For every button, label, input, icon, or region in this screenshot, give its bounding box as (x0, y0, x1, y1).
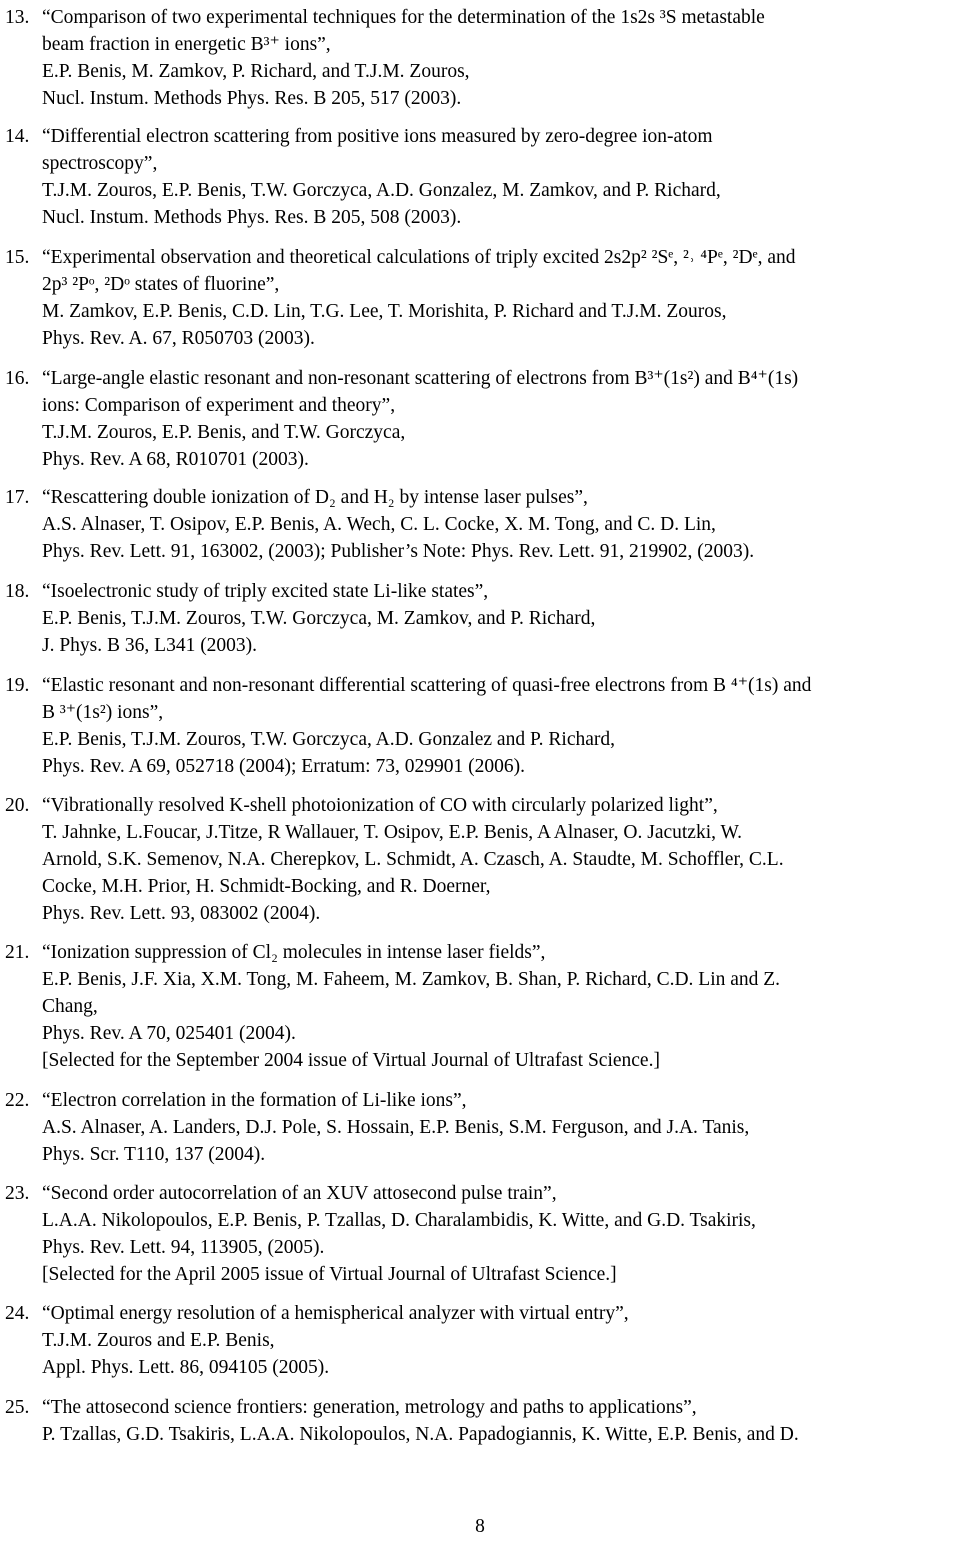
reference-title: “Isoelectronic study of triply excited state Li-like states”, (42, 581, 489, 602)
reference-number: 23. (5, 1183, 30, 1204)
reference-title: “Experimental observation and theoretical calculations of triply excited 2s2p² ²Sᵉ, ²˒ ⁴Pᵉ, ²Dᵉ, and (42, 247, 796, 268)
reference-13 (5, 4, 960, 112)
reference-22 (5, 1087, 960, 1168)
reference-number: 19. (5, 675, 30, 696)
reference-journal: Phys. Rev. A 69, 052718 (2004); Erratum: 73, 029901 (2006). (42, 756, 525, 777)
reference-title: “Comparison of two experimental techniques for the determination of the 1s2s ³S metastable (42, 7, 765, 28)
reference-body (42, 4, 960, 112)
reference-title: “Electron correlation in the formation of Li-like ions”, (42, 1090, 467, 1111)
reference-authors: P. Tzallas, G.D. Tsakiris, L.A.A. Nikolopoulos, N.A. Papadogiannis, K. Witte, E.P. Benis, and D. (42, 1424, 799, 1445)
reference-authors: E.P. Benis, M. Zamkov, P. Richard, and T.J.M. Zouros, (42, 61, 470, 82)
reference-body (42, 1394, 960, 1448)
reference-25 (5, 1394, 960, 1448)
reference-23 (5, 1180, 960, 1288)
reference-authors: T.J.M. Zouros and E.P. Benis, (42, 1330, 275, 1351)
reference-body (42, 244, 960, 352)
reference-18 (5, 578, 960, 659)
reference-journal: Phys. Rev. Lett. 93, 083002 (2004). (42, 903, 321, 924)
reference-authors: L.A.A. Nikolopoulos, E.P. Benis, P. Tzallas, D. Charalambidis, K. Witte, and G.D. Tsakiris, (42, 1210, 756, 1231)
reference-number: 14. (5, 126, 30, 147)
reference-title: “Second order autocorrelation of an XUV attosecond pulse train”, (42, 1183, 557, 1204)
reference-16 (5, 365, 960, 473)
reference-title: “Elastic resonant and non-resonant differential scattering of quasi-free electrons from B ⁴⁺(1s) and (42, 675, 812, 696)
reference-body (42, 484, 960, 565)
reference-body (42, 1087, 960, 1168)
reference-authors: A.S. Alnaser, T. Osipov, E.P. Benis, A. Wech, C. L. Cocke, X. M. Tong, and C. D. Lin, (42, 514, 716, 535)
reference-title-cont: spectroscopy”, (42, 153, 158, 174)
reference-authors: T.J.M. Zouros, E.P. Benis, T.W. Gorczyca, A.D. Gonzalez, M. Zamkov, and P. Richard, (42, 180, 721, 201)
reference-21 (5, 939, 960, 1074)
reference-body (42, 672, 960, 780)
reference-authors: T. Jahnke, L.Foucar, J.Titze, R Wallauer, T. Osipov, E.P. Benis, A Alnaser, O. Jacutzki, W. (42, 822, 743, 843)
reference-title: “Differential electron scattering from positive ions measured by zero-degree ion-atom (42, 126, 713, 147)
reference-body (42, 939, 960, 1074)
reference-journal: Phys. Rev. A 68, R010701 (2003). (42, 449, 309, 470)
reference-journal: J. Phys. B 36, L341 (2003). (42, 635, 258, 656)
reference-24 (5, 1300, 960, 1381)
reference-17 (5, 484, 960, 565)
reference-authors: A.S. Alnaser, A. Landers, D.J. Pole, S. Hossain, E.P. Benis, S.M. Ferguson, and J.A. Tanis, (42, 1117, 750, 1138)
reference-authors-cont: Chang, (42, 996, 98, 1017)
reference-number: 16. (5, 368, 30, 389)
reference-journal: Phys. Scr. T110, 137 (2004). (42, 1144, 266, 1165)
reference-body (42, 123, 960, 231)
reference-title: “Rescattering double ionization of D₂ and H₂ by intense laser pulses”, (42, 487, 588, 508)
reference-title-cont: B ³⁺(1s²) ions”, (42, 702, 164, 723)
reference-journal: Phys. Rev. A 70, 025401 (2004). (42, 1023, 296, 1044)
reference-title-cont: ions: Comparison of experiment and theory”, (42, 395, 396, 416)
page-number: 8 (475, 1516, 485, 1537)
reference-authors: M. Zamkov, E.P. Benis, C.D. Lin, T.G. Lee, T. Morishita, P. Richard and T.J.M. Zouros, (42, 301, 727, 322)
reference-journal: Nucl. Instum. Methods Phys. Res. B 205, 508 (2003). (42, 207, 462, 228)
reference-title: “The attosecond science frontiers: generation, metrology and paths to applications”, (42, 1397, 697, 1418)
reference-title: “Ionization suppression of Cl₂ molecules in intense laser fields”, (42, 942, 546, 963)
reference-authors: T.J.M. Zouros, E.P. Benis, and T.W. Gorczyca, (42, 422, 406, 443)
reference-number: 15. (5, 247, 30, 268)
reference-title-cont: 2p³ ²Pᵒ, ²Dᵒ states of fluorine”, (42, 274, 280, 295)
reference-note: [Selected for the September 2004 issue of Virtual Journal of Ultrafast Science.] (42, 1050, 660, 1071)
reference-20 (5, 792, 960, 927)
reference-number: 24. (5, 1303, 30, 1324)
reference-number: 25. (5, 1397, 30, 1418)
reference-number: 18. (5, 581, 30, 602)
reference-number: 21. (5, 942, 30, 963)
reference-authors: E.P. Benis, J.F. Xia, X.M. Tong, M. Faheem, M. Zamkov, B. Shan, P. Richard, C.D. Lin and Z. (42, 969, 781, 990)
reference-authors-cont: Cocke, M.H. Prior, H. Schmidt-Bocking, and R. Doerner, (42, 876, 491, 897)
reference-14 (5, 123, 960, 231)
reference-note: [Selected for the April 2005 issue of Virtual Journal of Ultrafast Science.] (42, 1264, 617, 1285)
reference-title: “Large-angle elastic resonant and non-resonant scattering of electrons from B³⁺(1s²) and B⁴⁺(1s) (42, 368, 799, 389)
reference-15 (5, 244, 960, 352)
reference-number: 22. (5, 1090, 30, 1111)
reference-body (42, 578, 960, 659)
reference-number: 20. (5, 795, 30, 816)
reference-body (42, 365, 960, 473)
reference-journal: Nucl. Instum. Methods Phys. Res. B 205, 517 (2003). (42, 88, 462, 109)
reference-body (42, 792, 960, 927)
reference-authors: E.P. Benis, T.J.M. Zouros, T.W. Gorczyca, M. Zamkov, and P. Richard, (42, 608, 596, 629)
reference-title-cont: beam fraction in energetic B³⁺ ions”, (42, 34, 331, 55)
reference-title: “Vibrationally resolved K-shell photoionization of CO with circularly polarized light”, (42, 795, 718, 816)
reference-19 (5, 672, 960, 780)
reference-authors-cont: Arnold, S.K. Semenov, N.A. Cherepkov, L. Schmidt, A. Czasch, A. Staudte, M. Schoffler, C.L. (42, 849, 784, 870)
reference-authors: E.P. Benis, T.J.M. Zouros, T.W. Gorczyca, A.D. Gonzalez and P. Richard, (42, 729, 615, 750)
reference-journal: Phys. Rev. A. 67, R050703 (2003). (42, 328, 315, 349)
reference-journal: Phys. Rev. Lett. 94, 113905, (2005). (42, 1237, 325, 1258)
reference-journal: Appl. Phys. Lett. 86, 094105 (2005). (42, 1357, 330, 1378)
reference-body (42, 1180, 960, 1288)
reference-journal: Phys. Rev. Lett. 91, 163002, (2003); Publisher’s Note: Phys. Rev. Lett. 91, 219902, (2003). (42, 541, 755, 562)
reference-number: 13. (5, 7, 30, 28)
reference-body (42, 1300, 960, 1381)
reference-number: 17. (5, 487, 30, 508)
reference-title: “Optimal energy resolution of a hemispherical analyzer with virtual entry”, (42, 1303, 629, 1324)
